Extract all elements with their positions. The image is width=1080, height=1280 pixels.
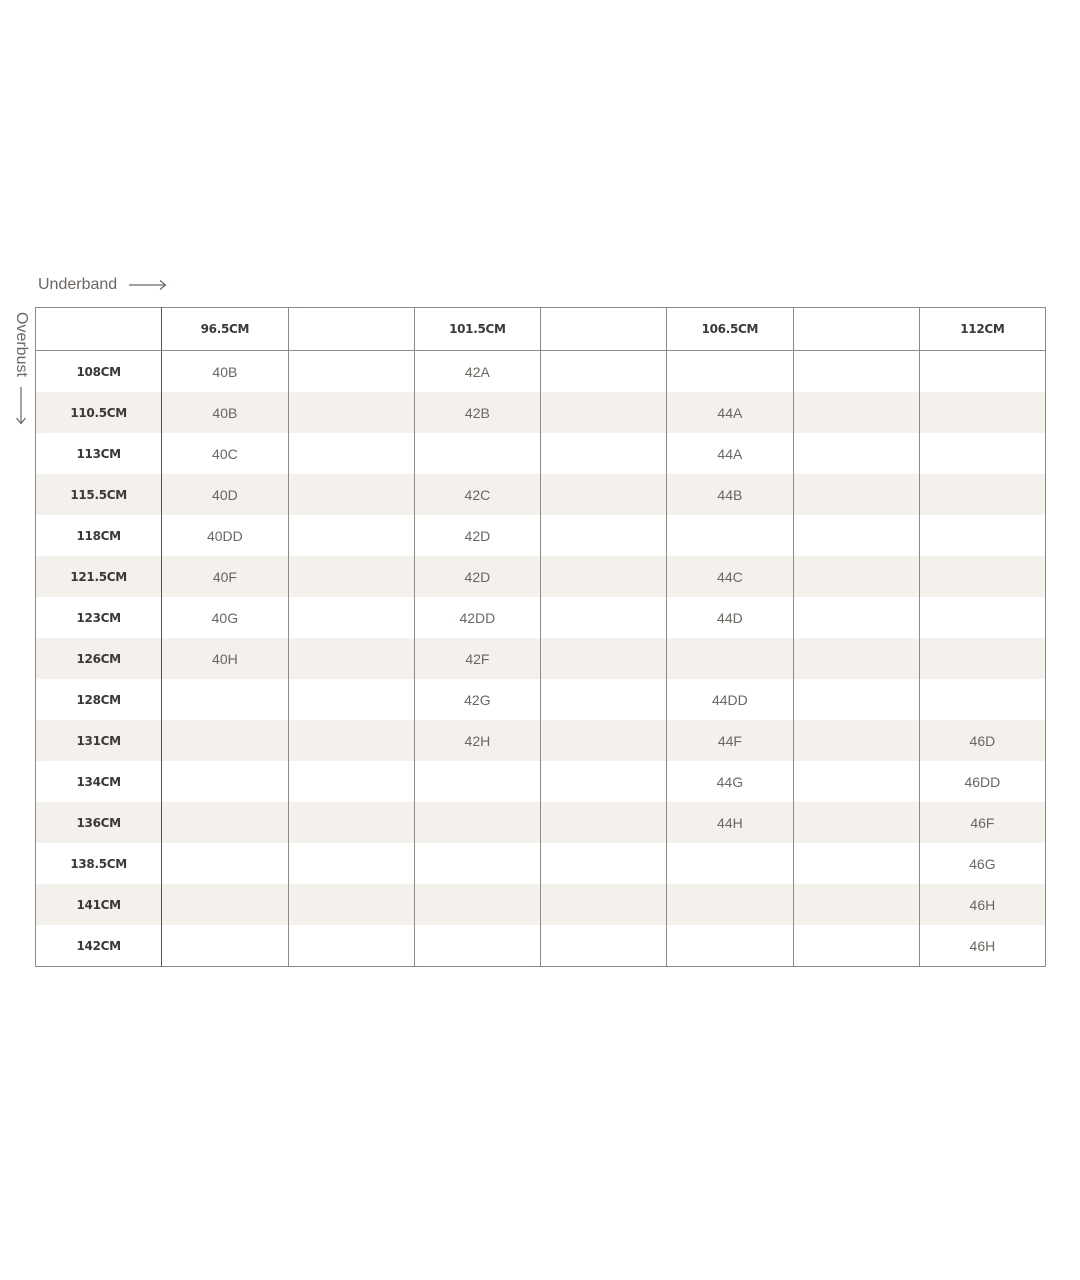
size-cell: 42D xyxy=(414,556,540,597)
size-cell xyxy=(414,761,540,802)
size-cell xyxy=(162,720,288,761)
size-cell xyxy=(667,638,793,679)
size-cell: 40H xyxy=(162,638,288,679)
table-row xyxy=(36,802,1046,843)
overbust-cell: 115.5CM xyxy=(36,474,162,515)
size-cell xyxy=(162,802,288,843)
size-cell xyxy=(288,392,414,433)
size-cell xyxy=(919,597,1045,638)
size-cell xyxy=(541,720,667,761)
overbust-cell: 113CM xyxy=(36,433,162,474)
size-cell xyxy=(541,392,667,433)
size-cell xyxy=(793,925,919,967)
size-cell xyxy=(288,474,414,515)
size-cell xyxy=(288,802,414,843)
size-cell xyxy=(793,843,919,884)
size-cell xyxy=(288,556,414,597)
table-row xyxy=(36,843,1046,884)
header-underband-cell xyxy=(288,308,414,351)
size-cell: 46H xyxy=(919,884,1045,925)
size-cell: 42H xyxy=(414,720,540,761)
header-corner-cell xyxy=(36,308,162,351)
size-chart-body xyxy=(36,351,1046,967)
table-row xyxy=(36,597,1046,638)
size-cell xyxy=(288,515,414,556)
size-cell: 46DD xyxy=(919,761,1045,802)
size-cell: 42F xyxy=(414,638,540,679)
header-underband-cell: 106.5CM xyxy=(667,308,793,351)
size-cell: 40B xyxy=(162,392,288,433)
size-cell xyxy=(541,597,667,638)
size-cell xyxy=(793,597,919,638)
size-cell: 42G xyxy=(414,679,540,720)
size-cell xyxy=(162,925,288,967)
size-cell xyxy=(414,925,540,967)
size-cell: 42B xyxy=(414,392,540,433)
table-row xyxy=(36,556,1046,597)
header-underband-cell xyxy=(793,308,919,351)
overbust-cell: 134CM xyxy=(36,761,162,802)
size-cell: 44C xyxy=(667,556,793,597)
overbust-cell: 136CM xyxy=(36,802,162,843)
arrow-down-icon xyxy=(15,387,27,430)
size-cell xyxy=(541,474,667,515)
header-underband-cell: 101.5CM xyxy=(414,308,540,351)
underband-text: Underband xyxy=(38,276,118,293)
size-cell xyxy=(541,925,667,967)
size-cell xyxy=(793,433,919,474)
size-cell xyxy=(919,679,1045,720)
overbust-label xyxy=(8,312,34,430)
size-cell xyxy=(793,638,919,679)
overbust-cell: 126CM xyxy=(36,638,162,679)
size-cell xyxy=(162,884,288,925)
size-cell: 40D xyxy=(162,474,288,515)
size-cell xyxy=(919,351,1045,393)
size-cell: 44A xyxy=(667,392,793,433)
size-chart-table xyxy=(35,307,1046,967)
size-cell: 42A xyxy=(414,351,540,393)
size-cell xyxy=(288,761,414,802)
header-underband-cell: 112CM xyxy=(919,308,1045,351)
table-row xyxy=(36,720,1046,761)
overbust-cell: 110.5CM xyxy=(36,392,162,433)
size-cell xyxy=(919,638,1045,679)
overbust-cell: 123CM xyxy=(36,597,162,638)
size-cell xyxy=(919,556,1045,597)
size-cell xyxy=(919,474,1045,515)
table-row xyxy=(36,515,1046,556)
size-cell xyxy=(288,843,414,884)
size-cell xyxy=(288,925,414,967)
size-cell xyxy=(793,392,919,433)
size-cell: 40DD xyxy=(162,515,288,556)
size-cell xyxy=(793,720,919,761)
table-row xyxy=(36,392,1046,433)
size-cell xyxy=(288,351,414,393)
size-cell: 42C xyxy=(414,474,540,515)
size-cell xyxy=(541,556,667,597)
overbust-cell: 141CM xyxy=(36,884,162,925)
size-cell xyxy=(793,802,919,843)
size-cell xyxy=(288,679,414,720)
size-cell xyxy=(919,433,1045,474)
size-cell: 44F xyxy=(667,720,793,761)
size-cell xyxy=(793,679,919,720)
size-cell: 46D xyxy=(919,720,1045,761)
size-cell xyxy=(162,679,288,720)
size-cell: 44D xyxy=(667,597,793,638)
size-cell: 44H xyxy=(667,802,793,843)
table-row xyxy=(36,351,1046,393)
header-underband-cell xyxy=(541,308,667,351)
size-cell xyxy=(541,761,667,802)
size-cell xyxy=(414,802,540,843)
size-cell: 40C xyxy=(162,433,288,474)
size-cell xyxy=(541,515,667,556)
size-cell xyxy=(793,351,919,393)
table-row xyxy=(36,925,1046,967)
size-cell xyxy=(667,925,793,967)
table-row xyxy=(36,474,1046,515)
size-cell xyxy=(288,638,414,679)
size-cell xyxy=(667,884,793,925)
size-cell xyxy=(541,351,667,393)
size-cell: 42D xyxy=(414,515,540,556)
size-cell xyxy=(541,843,667,884)
size-cell xyxy=(541,638,667,679)
size-cell: 42DD xyxy=(414,597,540,638)
size-cell: 40G xyxy=(162,597,288,638)
overbust-cell: 118CM xyxy=(36,515,162,556)
size-cell xyxy=(793,761,919,802)
size-cell: 46H xyxy=(919,925,1045,967)
size-cell: 40B xyxy=(162,351,288,393)
size-cell: 44G xyxy=(667,761,793,802)
size-cell xyxy=(541,884,667,925)
size-cell xyxy=(414,843,540,884)
size-cell xyxy=(162,761,288,802)
table-row xyxy=(36,638,1046,679)
header-underband-cell: 96.5CM xyxy=(162,308,288,351)
overbust-cell: 128CM xyxy=(36,679,162,720)
size-cell xyxy=(288,433,414,474)
overbust-cell: 138.5CM xyxy=(36,843,162,884)
overbust-cell: 131CM xyxy=(36,720,162,761)
size-cell xyxy=(541,433,667,474)
size-cell xyxy=(667,843,793,884)
size-cell: 46F xyxy=(919,802,1045,843)
table-row xyxy=(36,761,1046,802)
size-cell xyxy=(541,802,667,843)
table-row xyxy=(36,433,1046,474)
arrow-right-icon xyxy=(129,279,167,291)
size-cell xyxy=(288,597,414,638)
size-cell xyxy=(667,515,793,556)
size-chart-header xyxy=(36,308,1046,351)
overbust-cell: 142CM xyxy=(36,925,162,967)
size-cell: 44B xyxy=(667,474,793,515)
size-cell xyxy=(793,515,919,556)
size-cell xyxy=(162,843,288,884)
size-cell xyxy=(541,679,667,720)
size-cell xyxy=(414,884,540,925)
size-cell xyxy=(793,556,919,597)
overbust-cell: 108CM xyxy=(36,351,162,393)
size-cell: 44A xyxy=(667,433,793,474)
size-cell: 40F xyxy=(162,556,288,597)
size-cell xyxy=(919,515,1045,556)
size-cell xyxy=(793,884,919,925)
header-row xyxy=(36,308,1046,351)
size-cell xyxy=(793,474,919,515)
overbust-cell: 121.5CM xyxy=(36,556,162,597)
overbust-text: Overbust xyxy=(13,312,30,377)
size-cell: 44DD xyxy=(667,679,793,720)
size-cell xyxy=(667,351,793,393)
size-cell: 46G xyxy=(919,843,1045,884)
table-row xyxy=(36,679,1046,720)
size-cell xyxy=(288,720,414,761)
size-cell xyxy=(919,392,1045,433)
size-cell xyxy=(414,433,540,474)
size-cell xyxy=(288,884,414,925)
table-row xyxy=(36,884,1046,925)
underband-label xyxy=(38,276,167,294)
